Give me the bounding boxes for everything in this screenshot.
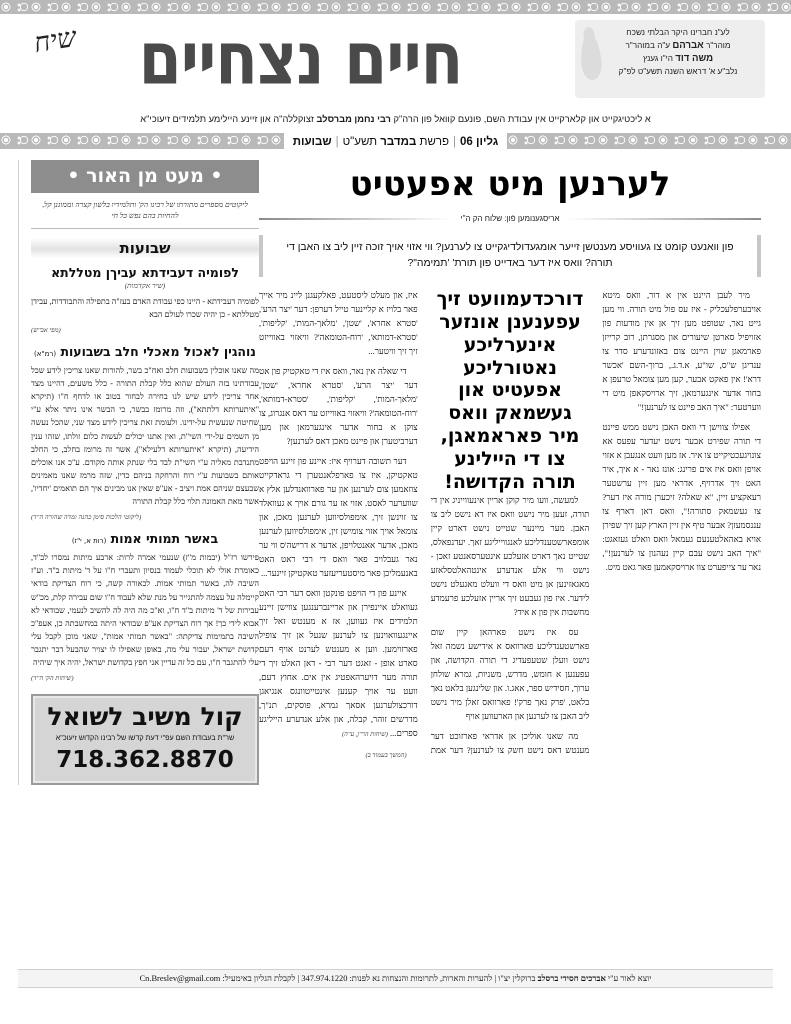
- page-footer: [18, 969, 773, 988]
- issue-parsha-pre: פרשת: [416, 135, 450, 148]
- sidebar-heading-3-text: באשר תמותי אמות: [110, 531, 219, 547]
- issue-separator-2: |: [335, 135, 339, 148]
- article-paragraph: עס איז נישט פארהאן קיין שום פארשטענדליכע פארוואס א אידישע נשמה זאל נישט וועלן שטעפעדיג די תורה הקדושה, און עפענען א חומש, מדרש, משניות, גמרא שולחן ערוך, חסידיש ספר, אאג.ו. און שלינגען בלאט נאך בלאט, 'פרק נאך פרק'! פארוואס זאלן מיר נישט ליב האבן צו לערנען און הארעווען אויף: [430, 627, 590, 722]
- sidebar-source: (ליקוטי הלכות סימן כהנה ומדה שהורה ה"ד): [31, 514, 142, 522]
- publication-title: חיים נצחיים: [138, 14, 463, 102]
- advertisement-box[interactable]: [31, 694, 259, 785]
- memorial-name-1: אברהם: [672, 39, 704, 51]
- ad-title: קול משיב לשואל: [47, 702, 243, 732]
- sidebar-topic: שבועות: [31, 238, 259, 258]
- memorial-line-2: [601, 39, 755, 53]
- page-content: [0, 150, 791, 785]
- sidebar-subheading-citation: (שיר אקדמות): [124, 280, 166, 290]
- sidebar-heading-3: [31, 531, 259, 546]
- issue-parsha-name: במדבר: [380, 135, 417, 148]
- issue-holiday: שבועות: [292, 135, 332, 148]
- sidebar-column: [18, 160, 259, 785]
- top-ornament-rule: [0, 0, 791, 14]
- issue-number: גליון 06: [460, 135, 499, 148]
- sidebar-source: (שיחות הק' ה"ד): [31, 675, 74, 683]
- article-lead: פון וואנעט קומט צו געוויסע מענטשן זייער אומגעדולדיגקייט צו לערנען? ווי אזוי אויך זוכה זיין ליב צו האבן די תורה? וואס איז דער באדייט פון תורת' 'תמימה"?: [259, 235, 761, 277]
- memorial-line-4: נלב"ע א' דראש השנה תשע"ט לפ"ק: [618, 66, 738, 76]
- footer-contact: ברוקלין יצ"ו | להערות והארות, לתרומות והנצחות נא לפנות: 347.974.1220 | לקבלת הגליון באימעיל:: [220, 974, 538, 983]
- ad-subtitle: שר"ת בעבודת השם עפ"י דעת קדשו של רבינו הקדוש זיעוכ"א: [55, 733, 235, 743]
- masthead-subtitle-pre: א ליכטיגקייט און קלארקייט אין עבודת השם, פונעם קוואל פון הרה"ק: [390, 114, 651, 124]
- byline-row: [259, 214, 761, 223]
- article-byline: אריסגענומען פֿון: שלוח הק ה"י: [460, 214, 560, 223]
- article-paragraph: איינע פון די הויפט פונקטן וואס דער רבי האט געוואלט איינפירן און אריינברענגען צווישן זיינע תלמידים איז געווען, אז א מענטש זאל זיך איינגעוואוינען צו לערנען שנעל אן זיך צופיל פארזוימען. ווען א מענטש לערנט אויף דעם סארט אופן - זאגט דער רבי - דאן האלט זיך די תורה מער דויערהאפטיג אין אים. אחוץ דעם, וועט ער אויך קענען אינטייטוונגס אנגיאגן דורכצולערנען אסאך גמרא, פוסקים, תנ"ך, מדרשים זוהר, קבלה, און אלע אנדערע הייליגע ספרים... (שיחות הר"ן, ע"ה): [259, 588, 418, 739]
- issue-label: [284, 133, 508, 150]
- masthead-script-mark: שיח: [31, 21, 79, 58]
- masthead: [0, 14, 791, 150]
- article-column: [259, 160, 773, 785]
- memorial-name-2: משה דוד: [675, 53, 714, 65]
- sidebar-heading-2-ref: (רמ"א): [34, 350, 57, 358]
- footer-publisher: אברכים חסידי ברסלב: [537, 974, 606, 983]
- candle-flame-icon: [579, 33, 602, 80]
- sidebar-source: (מפי אב"ש): [31, 327, 61, 334]
- article-paragraph: דער תשובה דערויף איז: איינע פון זיינע הויפט טאקטיקן, איז צו פארפלאנטערן די גראדקייט צוזאמען צום לערנען און ער פארוואנדלען אלץ א שווערער לאסט. אזוי אז ער גורם אויך א געוואלד צו זוינשן זיך, אימפולסיווען לערנען מאכן, און צומאל אויך אזוי צומישן זין, אימפולסיווען לערנען מאכן, אדער אאנטלויפן, אדער א דרישה'ס ווי ער נאר געבלויב פאר וואס די רבי ראט האט באנעמליכן פאר מיסטעריעזער טאקטיקן זיינער...: [259, 456, 418, 579]
- sidebar-subheading: לפומיה דעבידתא עביךן מטללתא: [51, 264, 239, 280]
- issue-bar: [0, 133, 791, 150]
- issue-year: תשע"ט: [342, 135, 381, 148]
- article-body-columns: [259, 288, 761, 761]
- sidebar-paragraph: מה שאנו אוכלין בשבועות חלב ואח"כ בשר, להורות שאנו צריכין לידע שכל עבודתינו בזה העולם שהוא כלל קבלת התורה - כלל משעים, דהיינו מצד אחד צריכין לידע שיש לנו בחירה לבחור בטוב או לדחף ח"ו (תיקרא "איתערותא דלתתא"), וזה מרומז בבשר, כי הבשר אינו ניתר אלא ע"י שחיטה שנעשית על-ידינו. ולעומת זאת צריכין לידע מצד שני, שהכל נעשה מן השמים על-ידי השי"ת, ואין אתנו יכולים לעשות כלום זולתו, שזהו ענין הידיעה, (תיקרא "איתערותא דלעילא"), אשר זה מרומז בחלב, כי החלב מתנדבת מאליה ע"י השי"ת לבד בלי שנתק אותה מקודם. ע"כ אנו אוכלים אותם בשבועות ע"י רוח והרחקה בניהם כדין, שזה מרמז שאנו מאמינים שבעצם שניהם אמת ויציב - אע"פ שאין אנו מבינים איך הם תואמים 'יחדיו', אשר מאת האמונה תלוי כלל קבלת התורה: [31, 366, 259, 507]
- article-paragraph: מיר לעבן היינט אין א דור, וואס מיטא אויבערפלעכליק - איז עס פול מיט תורה. ווי מען גייט נאר, שטופט מען זיך אן אין מודעות פון אזויפיל סארטן שיעורים און מסגרתן, רוב קרייזן פארמאגן שוין היינט צום באזונדערע סדר צו ענדיגן ש"ס, שו"ע, א.ד.ג., ברוך-השם 'אכשר דרא'! אין פאקט אבער, קען מען צומאל טרעפן א בחור אדער אינגערמאן, זיך ארויסקאפן מיט די ווערטער: "איך האב פיינט צו לערנען!": [602, 290, 761, 413]
- masthead-subtitle-rebbe: רבי נחמן מברסלב: [316, 114, 391, 124]
- memorial-line-3-post: הי"ו גענץ: [642, 54, 676, 64]
- sidebar-heading-3-ref: (רות א, י"ז): [71, 537, 107, 546]
- sidebar-heading-2: [31, 344, 259, 359]
- sidebar-header: • מעט מן האור •: [31, 160, 259, 193]
- memorial-line-3: [601, 52, 755, 66]
- issue-ornament-right: [507, 133, 791, 149]
- byline-rule-right: [568, 218, 761, 220]
- ad-phone-number[interactable]: 718.362.8870: [56, 747, 234, 774]
- footer-pre: יוצא לאור ע"י: [605, 974, 652, 983]
- issue-separator-1: |: [453, 135, 457, 148]
- sidebar-heading-2-text: נוהגין לאכול מאכלי חלב בשבועות: [60, 344, 256, 359]
- article-paragraph: מה שאנו אוליכן אן אדראי פארזוכט דער מענטש דאס נישט חשק צו לערנען? דער אמת איז, און מעלט ליסטעט, פאלקעגנן ליינ מיר אייך פאר בלויז א קליינער טייל דערפן: דער 'יצר הרע', 'סטרא אחרא', 'שטן', 'מלאך-המות', 'קליפות', 'סטרא-דמותא', 'רוח-הטומאה'? וויאזוי באווייזט זיך זיך וויטער...: [259, 290, 590, 756]
- masthead-subtitle: [0, 114, 791, 124]
- article-continuation-note: (המשך בעמוד ב): [365, 751, 407, 759]
- masthead-title-wrap: [26, 14, 575, 102]
- article-pullquote: דורכדעמוועט זיך עפענענן אונזער אינערליכע נאטורליכע אפעטיט און געשמאק וואס מיר פאראמאגן, צו די היילינע תורה הקדושה!: [436, 288, 584, 493]
- article-paragraph: למעשה, וועו מיר קוקן אריין אינעווייניג אין די תורה, זעען מיר נישט וואס איז דא נישט ליב צו האבן. מער מיינער שטייט נישט דארט קיין אומפארשטענדליכע לאנגווייליגע זאך. יעדנפאלס, שטייט נאך דארט אזעלכע אינטערסאנטע זאכן - נישט ווי אלע אנדערע אינטהאלטסלאזע מאגאזינען אן מיט וואס די וועלט מאגעלט נישט לידער. איז פון געבעט זיך אריין אזעלכע פרעמדע מחשבות אין פון א איד?: [430, 495, 590, 618]
- sidebar-paragraph: לפומיה דעבידתא - היינו כפי עבודת האדם בעז"ה בתפילה והתבודדות, עבידן מטללתא - כן יהיה שכרו לעולם הבא: [31, 296, 259, 319]
- article-paragraph: די שאלה אין נאר, וואס איז די טאקטיק פון אט דער 'יצר הרע', 'סטרא אחרא', 'שטן', 'מלאך-המות', 'קליפות', 'סטרא-דמותא', 'רוח-הטומאה'? וויאזוי באווייזט ער דאס אנגרוג, צו צוקן א בחור אדער אינגערמאן און מען דערביטערן און פיינט מאכן דאס לערנען?: [259, 366, 418, 447]
- sidebar-paragraph: פירשו רז"ל (יבמות מ"ז) שנעמי אמרה לרות: ארבע מיתות נמסרו לב"ד, כאומרת אולי לא תוכלי לעמוד בנסיון ותעברי ח"ו על ד' מיתות ב"ד. וע"ז השיבה לה, באשר תמותי אמות. לכאורה קשה, כי רוח הצדיקת בודאי קיימלה על עצמה להתגייר על מנת שלא לעבוד ח"ו שום עבירה קלת, מכ"ש עבירות של ד' מיתות ב"ד ח"ו, וא"כ מה היה לה להשיב לנעמי, שבודאי לא אבוא לידי כך! אך רוח הצדיקת אע"פ שבודאי היתה במחשבתה כן, אעפ"כ השיבה בתמימות צדיקתה: "באשר תמותי אמות", שאני מוכן לקבל עלי קדושת ישראל, יעבור עלי מה, באופן שאפילו לו יצויר שהבעל דבר יתגבר עלי להתגבר ח"ו, עם כל זה עדיין אני חפץ בקדושת ישראל, יהיה איך שיהיה: [31, 553, 260, 668]
- memorial-line-1: לע"נ חברינו היקר הבלתי נשכח: [626, 28, 730, 37]
- issue-parsha: [343, 136, 449, 148]
- footer-email[interactable]: Cn.Breslev@gmail.com: [139, 974, 221, 983]
- article-paragraph: אפילו צווישן די וואס האבן נישט ממש פיינט די תורה שפירט אבער נישט יעדער עפעס אא צונויגעכטיקייט צו איר. אז מען וועט אנגעבן א אזוי אויפן וואס איז אים פרינג: אונז נאר - א איך, איר האט זיך אדרויף, אדראי מען זיין ערשטער רעאקציע זיין, "א שאלה? זיכערן מורה איז דער? צו געשמאק סתורה!", וואס דאן דארף צו עננסמעזן? אבער טיף אין זיין הארץ קען זיך שפירן אויא באהאלטענעם געמאל וואס וואלט געזאגט: "איך האב נישט עבם קיין נעהנון צו לערנען!", נאר ער צייפערט צוו ארויסקאמען פאר גאט מיט.: [602, 422, 761, 573]
- byline-rule-left: [259, 218, 452, 220]
- memorial-line-2-pre: מוהר"ר: [703, 40, 731, 50]
- masthead-subtitle-post: זצוקללה"ה און זיינע היילימע תלמידים זיעוכי"א: [140, 114, 317, 124]
- article-title: לערנען מיט אפעטיט: [349, 164, 671, 204]
- memorial-line-2-post: ע"ה במוהר"ר: [625, 40, 673, 50]
- memorial-plaque: [575, 20, 765, 98]
- sidebar-description: ליקוטים מספרים מתורתו של רבינו הק' ותלמידיו בלשון קצרה וממוגנן קל, להחיות בהם נפש כל חי: [31, 193, 259, 229]
- issue-ornament-left: [0, 133, 284, 149]
